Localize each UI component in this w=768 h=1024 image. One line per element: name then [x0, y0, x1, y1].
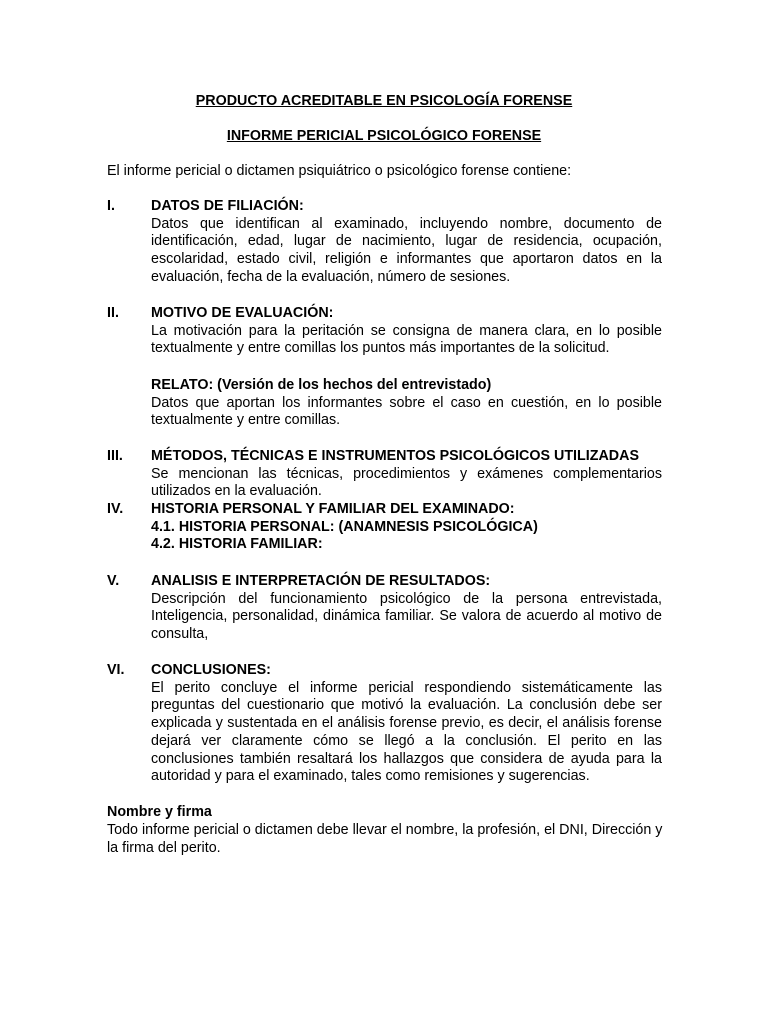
- intro-paragraph: El informe pericial o dictamen psiquiátrico o psicológico forense contiene:: [107, 163, 572, 179]
- section-heading: RELATO: (Versión de los hechos del entrevistado): [151, 377, 492, 393]
- section-text: La motivación para la peritación se consigna de manera clara, en lo posible textualmente y entre comillas los puntos más importantes de la solicitud.: [151, 322, 662, 357]
- section-text: El perito concluye el informe pericial respondiendo sistemáticamente las preguntas del cuestionario que motivó la evaluación. La conclusión debe ser explicada y sustentada en el análisis forense previo, es decir, el análisis forense dejará ver claramente cómo se llegó a la conclusión. El perito en las conclusiones también resaltará los hallazgos que considera de ayuda para la autoridad y para el examinado, tales como remisiones y sugerencias.: [151, 679, 662, 785]
- signature-text: Todo informe pericial o dictamen debe llevar el nombre, la profesión, el DNI, Dirección y la firma del perito.: [107, 822, 663, 856]
- section-relato: [107, 377, 662, 430]
- section-number: III.: [107, 448, 123, 464]
- section-heading: MOTIVO DE EVALUACIÓN:: [151, 305, 334, 321]
- document-title: PRODUCTO ACREDITABLE EN PSICOLOGÍA FORENSE: [195, 93, 573, 109]
- subsection-historia-personal: 4.1. HISTORIA PERSONAL: (ANAMNESIS PSICOLÓGICA): [151, 518, 538, 535]
- section-datos-filiacion: [107, 198, 662, 287]
- signature-heading: Nombre y firma: [107, 804, 212, 820]
- section-number: VI.: [107, 662, 125, 678]
- section-text: Datos que aportan los informantes sobre el caso en cuestión, en lo posible textualmente y entre comillas.: [151, 394, 662, 429]
- section-metodos: [107, 448, 662, 501]
- document-subtitle: INFORME PERICIAL PSICOLÓGICO FORENSE: [226, 128, 542, 144]
- section-number: IV.: [107, 501, 124, 517]
- section-heading: CONCLUSIONES:: [151, 662, 271, 678]
- section-number: I.: [107, 198, 115, 214]
- section-heading: HISTORIA PERSONAL Y FAMILIAR DEL EXAMINADO:: [151, 501, 515, 517]
- section-text: Datos que identifican al examinado, incluyendo nombre, documento de identificación, edad, lugar de nacimiento, lugar de residencia, ocupación, escolaridad, estado civil, religión e informantes que aportaron datos en la evaluación, fecha de la evaluación, número de sesiones.: [151, 215, 662, 285]
- section-number: V.: [107, 573, 120, 589]
- section-number: II.: [107, 305, 119, 321]
- section-analisis: [107, 573, 662, 644]
- section-heading: MÉTODOS, TÉCNICAS E INSTRUMENTOS PSICOLÓGICOS UTILIZADAS: [151, 448, 639, 464]
- section-text: Se mencionan las técnicas, procedimientos y exámenes complementarios utilizados en la evaluación.: [151, 465, 662, 500]
- section-heading: DATOS DE FILIACIÓN:: [151, 198, 304, 214]
- section-conclusiones: [107, 662, 662, 786]
- section-motivo-evaluacion: [107, 305, 662, 358]
- section-text: Descripción del funcionamiento psicológico de la persona entrevistada, Inteligencia, personalidad, dinámica familiar. Se valora de acuerdo al motivo de consulta,: [151, 590, 662, 643]
- section-historia: [107, 501, 662, 554]
- subsection-historia-familiar: 4.2. HISTORIA FAMILIAR:: [151, 536, 323, 553]
- section-heading: ANALISIS E INTERPRETACIÓN DE RESULTADOS:: [151, 573, 491, 589]
